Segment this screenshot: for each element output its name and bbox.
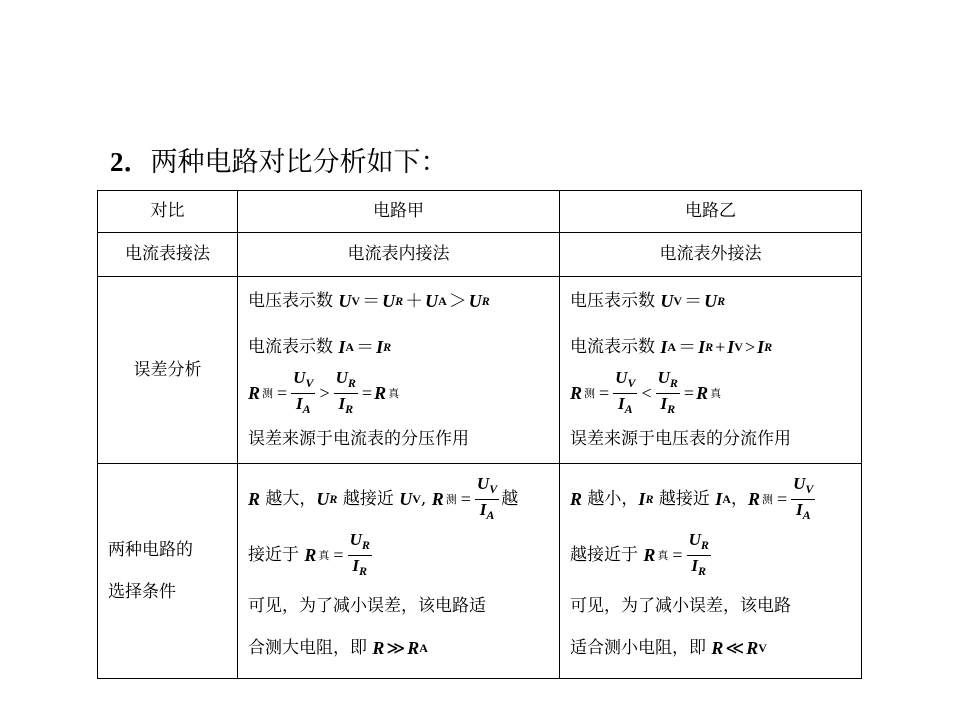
cell-yi-error-analysis [560,277,862,464]
fraction-ur-over-ir: $\frac{U_R}{I_R}$ [688,529,709,578]
yi-error-source: 误差来源于电压表的分流作用 [570,428,791,449]
yi-selection-line2: 越接近于 R 真 = $\frac{U_R}{I_R}$ [570,525,851,585]
header-cell-circuit-yi: 电路乙 [560,191,862,233]
fraction-uv-over-ia: $\frac{U_V}{I_A}$ [793,473,814,522]
table-row-ammeter-connection [98,233,862,277]
fraction-uv-over-ia: $\frac{U_V}{I_A}$ [615,367,636,416]
cell-jia-error-analysis [238,277,560,464]
jia-selection-line2: 接近于 R 真 = $\frac{U_R}{I_R}$ [248,525,549,585]
jia-error-source: 误差来源于电流表的分压作用 [248,428,469,449]
yi-selection-line3: 可见，为了减小误差，该电路 [570,595,791,616]
heading-number: 2． [110,147,151,177]
yi-resistance-formula: R 测 = $\frac{U_V}{I_A}$ < $\frac{U_R}{I_R}$ = R 真 [570,370,851,416]
yi-voltmeter-line: 电压表示数 U V ＝ U R [570,290,726,311]
cell-jia-internal-connection: 电流表内接法 [238,233,560,277]
table-header-row [98,191,862,233]
fraction-ur-over-ir: $\frac{U_R}{I_R}$ [349,529,370,578]
fraction-ur-over-ir: $\frac{U_R}{I_R}$ [335,367,356,416]
page-heading [110,142,448,183]
header-cell-compare: 对比 [98,191,238,233]
comparison-table [97,190,862,679]
cell-yi-selection [560,464,862,679]
table-row-error-analysis [98,277,862,464]
heading-text: 两种电路对比分析如下： [150,147,448,178]
row-label-ammeter-connection: 电流表接法 [98,233,238,277]
jia-voltmeter-line: 电压表示数 U V ＝ U R ＋ U A ＞ U R [248,290,490,311]
jia-resistance-formula: R 测 = $\frac{U_V}{I_A}$ > $\frac{U_R}{I_R}$ = R 真 [248,370,549,416]
cell-yi-external-connection: 电流表外接法 [560,233,862,277]
jia-selection-line3: 可见，为了减小误差，该电路适 [248,595,486,616]
yi-ammeter-line: 电流表示数 I A ＝ I R + I V > I R [570,336,773,357]
header-cell-circuit-jia: 电路甲 [238,191,560,233]
jia-selection-line1: R 越大， U R 越接近 U V , R 测 = $\frac{U_V}{I_A}$ 越 [248,473,549,525]
fraction-uv-over-ia: $\frac{U_V}{I_A}$ [293,367,314,416]
yi-selection-line4: 适合测小电阻，即 R ≪ R V [570,637,767,658]
jia-ammeter-line: 电流表示数 I A ＝ I R [248,336,392,357]
cell-jia-selection [238,464,560,679]
row-label-selection-conditions: 两种电路的 选择条件 [98,464,238,679]
fraction-uv-over-ia: $\frac{U_V}{I_A}$ [476,473,498,522]
jia-selection-line4: 合测大电阻，即 R ≫ R A [248,637,428,658]
fraction-ur-over-ir: $\frac{U_R}{I_R}$ [657,367,678,416]
table-row-selection-conditions [98,464,862,679]
yi-selection-line1: R 越小， I R 越接近 I A ， R 测 = $\frac{U_V}{I_A}$ [570,473,851,525]
row-label-error-analysis: 误差分析 [98,277,238,464]
